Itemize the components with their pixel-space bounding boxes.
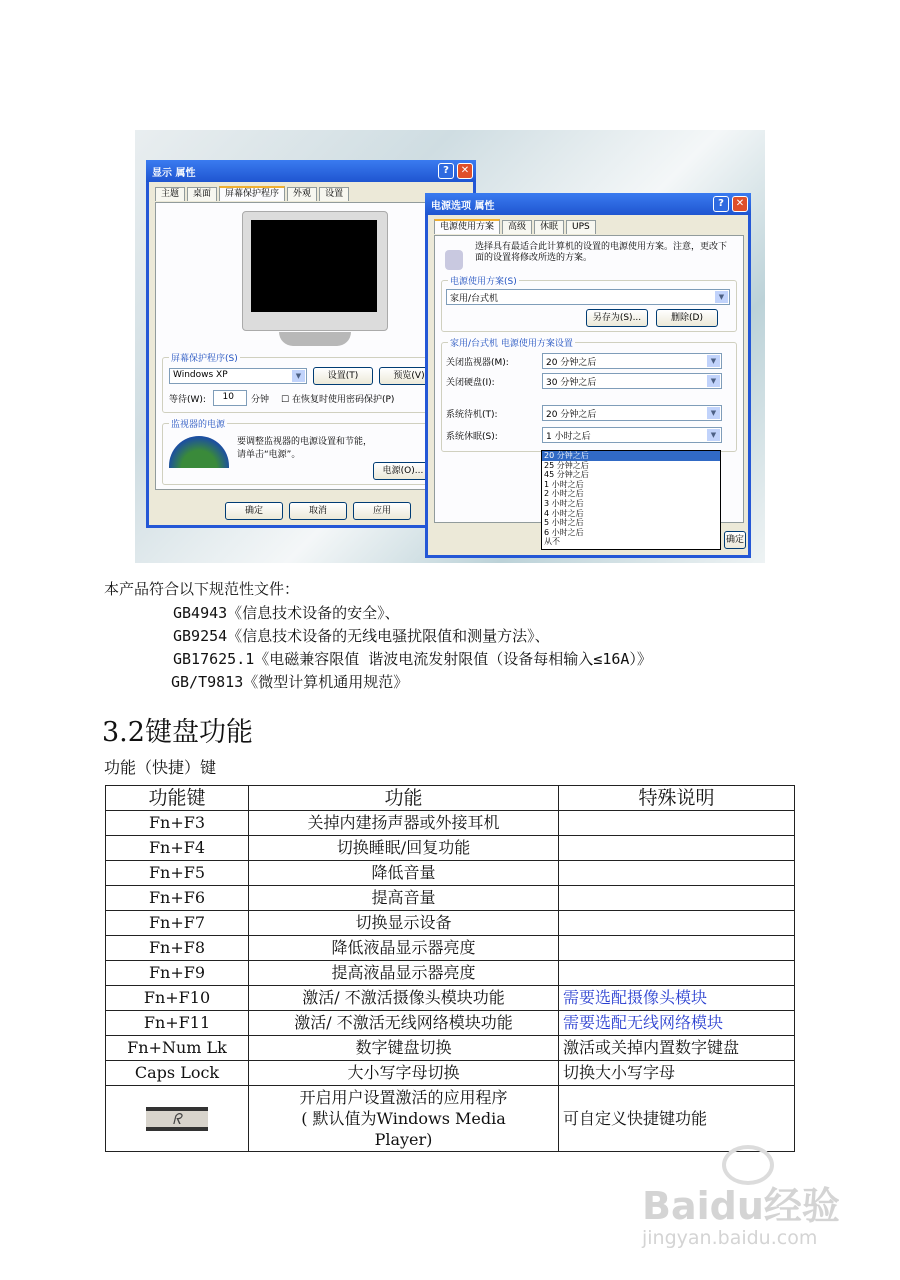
dropdown-list[interactable]: [541, 450, 721, 550]
function-cell: 切换显示设备: [249, 911, 559, 936]
standard-item: GB4943《信息技术设备的安全》、: [173, 604, 400, 622]
scheme-select[interactable]: 家用/台式机: [450, 294, 499, 304]
note-cell: 切换大小写字母: [559, 1061, 795, 1086]
standard-item: GB9254《信息技术设备的无线电骚扰限值和测量方法》、: [173, 627, 550, 645]
tab-power-schemes[interactable]: 电源使用方案: [434, 219, 500, 234]
compliance-intro: 本产品符合以下规范性文件：: [104, 580, 300, 598]
table-row: [106, 836, 795, 861]
function-line: ( 默认值为Windows Media: [301, 1109, 506, 1128]
dropdown-option[interactable]: 1 小时之后: [544, 479, 584, 489]
table-header-row: [106, 786, 795, 811]
preview-button[interactable]: 预览(V): [379, 367, 439, 385]
standby-select[interactable]: 20 分钟之后: [546, 410, 597, 420]
function-cell: 关掉内建扬声器或外接耳机: [249, 811, 559, 836]
tab-advanced[interactable]: 高级: [502, 220, 532, 234]
power-plug-icon: [445, 250, 463, 270]
dropdown-option[interactable]: 25 分钟之后: [544, 460, 589, 470]
screensaver-group-label: 屏幕保护程序(S): [169, 351, 240, 364]
tab-theme[interactable]: 主题: [155, 187, 185, 201]
key-cell: Fn+F9: [106, 961, 249, 986]
function-cell: 大小写字母切换: [249, 1061, 559, 1086]
dropdown-option[interactable]: 4 小时之后: [544, 508, 584, 518]
power-button[interactable]: 电源(O)...: [373, 462, 433, 480]
dialog-title: 显示 属性: [152, 168, 196, 179]
standard-item: GB17625.1《电磁兼容限值 谐波电流发射限值（设备每相输入≤16A）》: [173, 650, 652, 668]
power-description: 要调整监视器的电源设置和节能，请单击“电源”。: [237, 437, 373, 460]
close-icon[interactable]: ✕: [732, 196, 748, 212]
chevron-down-icon: ▼: [715, 291, 728, 303]
dialog-title: 电源选项 属性: [431, 201, 495, 212]
cancel-button[interactable]: 取消: [289, 502, 347, 520]
note-cell: 可自定义快捷键功能: [559, 1086, 795, 1152]
key-cell: Fn+F6: [106, 886, 249, 911]
note-cell: [559, 861, 795, 886]
header-note: 特殊说明: [559, 786, 795, 811]
embedded-screenshot: [135, 130, 765, 563]
function-cell: 提高液晶显示器亮度: [249, 961, 559, 986]
note-cell: [559, 936, 795, 961]
header-function: 功能: [249, 786, 559, 811]
settings-group-label: 家用/台式机 电源使用方案设置: [448, 336, 575, 349]
key-cell: Fn+Num Lk: [106, 1036, 249, 1061]
table-row: [106, 861, 795, 886]
tab-settings[interactable]: 设置: [319, 187, 349, 201]
function-key-table: [105, 785, 795, 1152]
header-key: 功能键: [106, 786, 249, 811]
function-cell: 激活/ 不激活无线网络模块功能: [249, 1011, 559, 1036]
function-cell: 激活/ 不激活摄像头模块功能: [249, 986, 559, 1011]
wait-input[interactable]: 10: [213, 390, 247, 406]
note-cell: 需要选配摄像头模块: [559, 986, 795, 1011]
key-cell: Fn+F3: [106, 811, 249, 836]
dropdown-option[interactable]: 6 小时之后: [544, 527, 584, 537]
function-cell: [249, 1086, 559, 1152]
password-label: 在恢复时使用密码保护(P): [291, 395, 395, 405]
intro-text: 选择具有最适合此计算机的设置的电源使用方案。注意，更改下面的设置将修改所选的方案。: [475, 242, 728, 263]
function-line: Player): [374, 1130, 433, 1149]
watermark-url: jingyan.baidu.com: [642, 1227, 818, 1249]
delete-button[interactable]: 删除(D): [656, 309, 718, 327]
screensaver-select[interactable]: Windows XP: [173, 370, 228, 380]
function-cell: 降低音量: [249, 861, 559, 886]
chevron-down-icon: ▼: [707, 407, 720, 419]
key-cell: Fn+F11: [106, 1011, 249, 1036]
dropdown-option[interactable]: 2 小时之后: [544, 489, 584, 499]
ok-button[interactable]: 确定: [225, 502, 283, 520]
dropdown-option[interactable]: 20 分钟之后: [542, 451, 720, 461]
key-cell: [106, 1086, 249, 1152]
energy-star-logo: [169, 436, 229, 468]
function-cell: 提高音量: [249, 886, 559, 911]
settings-button[interactable]: 设置(T): [313, 367, 373, 385]
key-cell: Fn+F7: [106, 911, 249, 936]
setting-label: 关闭硬盘(I):: [446, 378, 495, 388]
monitor-preview: [242, 211, 388, 331]
table-row: [106, 1086, 795, 1152]
save-as-button[interactable]: 另存为(S)...: [586, 309, 648, 327]
harddisk-select[interactable]: 30 分钟之后: [546, 378, 597, 388]
power-group-label: 监视器的电源: [169, 417, 227, 430]
key-cell: Caps Lock: [106, 1061, 249, 1086]
table-row: [106, 1061, 795, 1086]
key-cell: Fn+F5: [106, 861, 249, 886]
dropdown-option[interactable]: 45 分钟之后: [544, 470, 589, 480]
subheading: 功能（快捷）键: [104, 758, 217, 777]
password-checkbox[interactable]: ☐ 在恢复时使用密码保护(P): [281, 395, 395, 405]
dropdown-option[interactable]: 5 小时之后: [544, 518, 584, 528]
tab-screensaver[interactable]: 屏幕保护程序: [219, 186, 285, 201]
key-cell: Fn+F8: [106, 936, 249, 961]
help-icon[interactable]: ?: [713, 196, 729, 212]
table-row: [106, 1011, 795, 1036]
table-row: [106, 986, 795, 1011]
ok-button[interactable]: 确定: [724, 531, 746, 549]
power-options-dialog: [425, 193, 751, 558]
standard-item: GB/T9813《微型计算机通用规范》: [171, 673, 409, 691]
tab-appearance[interactable]: 外观: [287, 187, 317, 201]
help-icon[interactable]: ?: [438, 163, 454, 179]
watermark-brand: Baidu经验: [642, 1184, 840, 1228]
chevron-down-icon: ▼: [707, 429, 720, 441]
hibernate-select[interactable]: 1 小时之后: [546, 432, 591, 442]
note-cell: [559, 961, 795, 986]
function-line: 开启用户设置激活的应用程序: [299, 1088, 508, 1107]
table-row: [106, 1036, 795, 1061]
table-row: [106, 886, 795, 911]
table-row: [106, 936, 795, 961]
monitor-select[interactable]: 20 分钟之后: [546, 358, 597, 368]
dropdown-option[interactable]: 从不: [544, 537, 560, 547]
chevron-down-icon: ▼: [707, 375, 720, 387]
table-row: [106, 811, 795, 836]
note-cell: [559, 886, 795, 911]
wait-label: 等待(W):: [169, 395, 206, 405]
setting-label: 系统待机(T):: [446, 410, 498, 420]
note-cell: [559, 836, 795, 861]
section-heading: 3.2键盘功能: [102, 717, 253, 748]
function-cell: 切换睡眠/回复功能: [249, 836, 559, 861]
chevron-down-icon: ▼: [292, 370, 305, 382]
wait-unit: 分钟: [251, 395, 270, 405]
scheme-group-label: 电源使用方案(S): [448, 274, 519, 287]
tab-hibernate[interactable]: 休眠: [534, 220, 564, 234]
tab-desktop[interactable]: 桌面: [187, 187, 217, 201]
setting-label: 系统休眠(S):: [446, 432, 498, 442]
note-cell: 需要选配无线网络模块: [559, 1011, 795, 1036]
key-cell: Fn+F4: [106, 836, 249, 861]
dropdown-option[interactable]: 3 小时之后: [544, 498, 584, 508]
tab-ups[interactable]: UPS: [566, 220, 596, 234]
function-cell: 数字键盘切换: [249, 1036, 559, 1061]
note-cell: 激活或关掉内置数字键盘: [559, 1036, 795, 1061]
key-cell: Fn+F10: [106, 986, 249, 1011]
note-cell: [559, 911, 795, 936]
table-row: [106, 911, 795, 936]
apply-button[interactable]: 应用: [353, 502, 411, 520]
media-key-icon: ᖇ: [146, 1107, 208, 1131]
note-cell: [559, 811, 795, 836]
chevron-down-icon: ▼: [707, 355, 720, 367]
baidu-watermark: [640, 1145, 850, 1255]
function-cell: 降低液晶显示器亮度: [249, 936, 559, 961]
close-icon[interactable]: ✕: [457, 163, 473, 179]
setting-label: 关闭监视器(M):: [446, 358, 509, 368]
table-row: [106, 961, 795, 986]
